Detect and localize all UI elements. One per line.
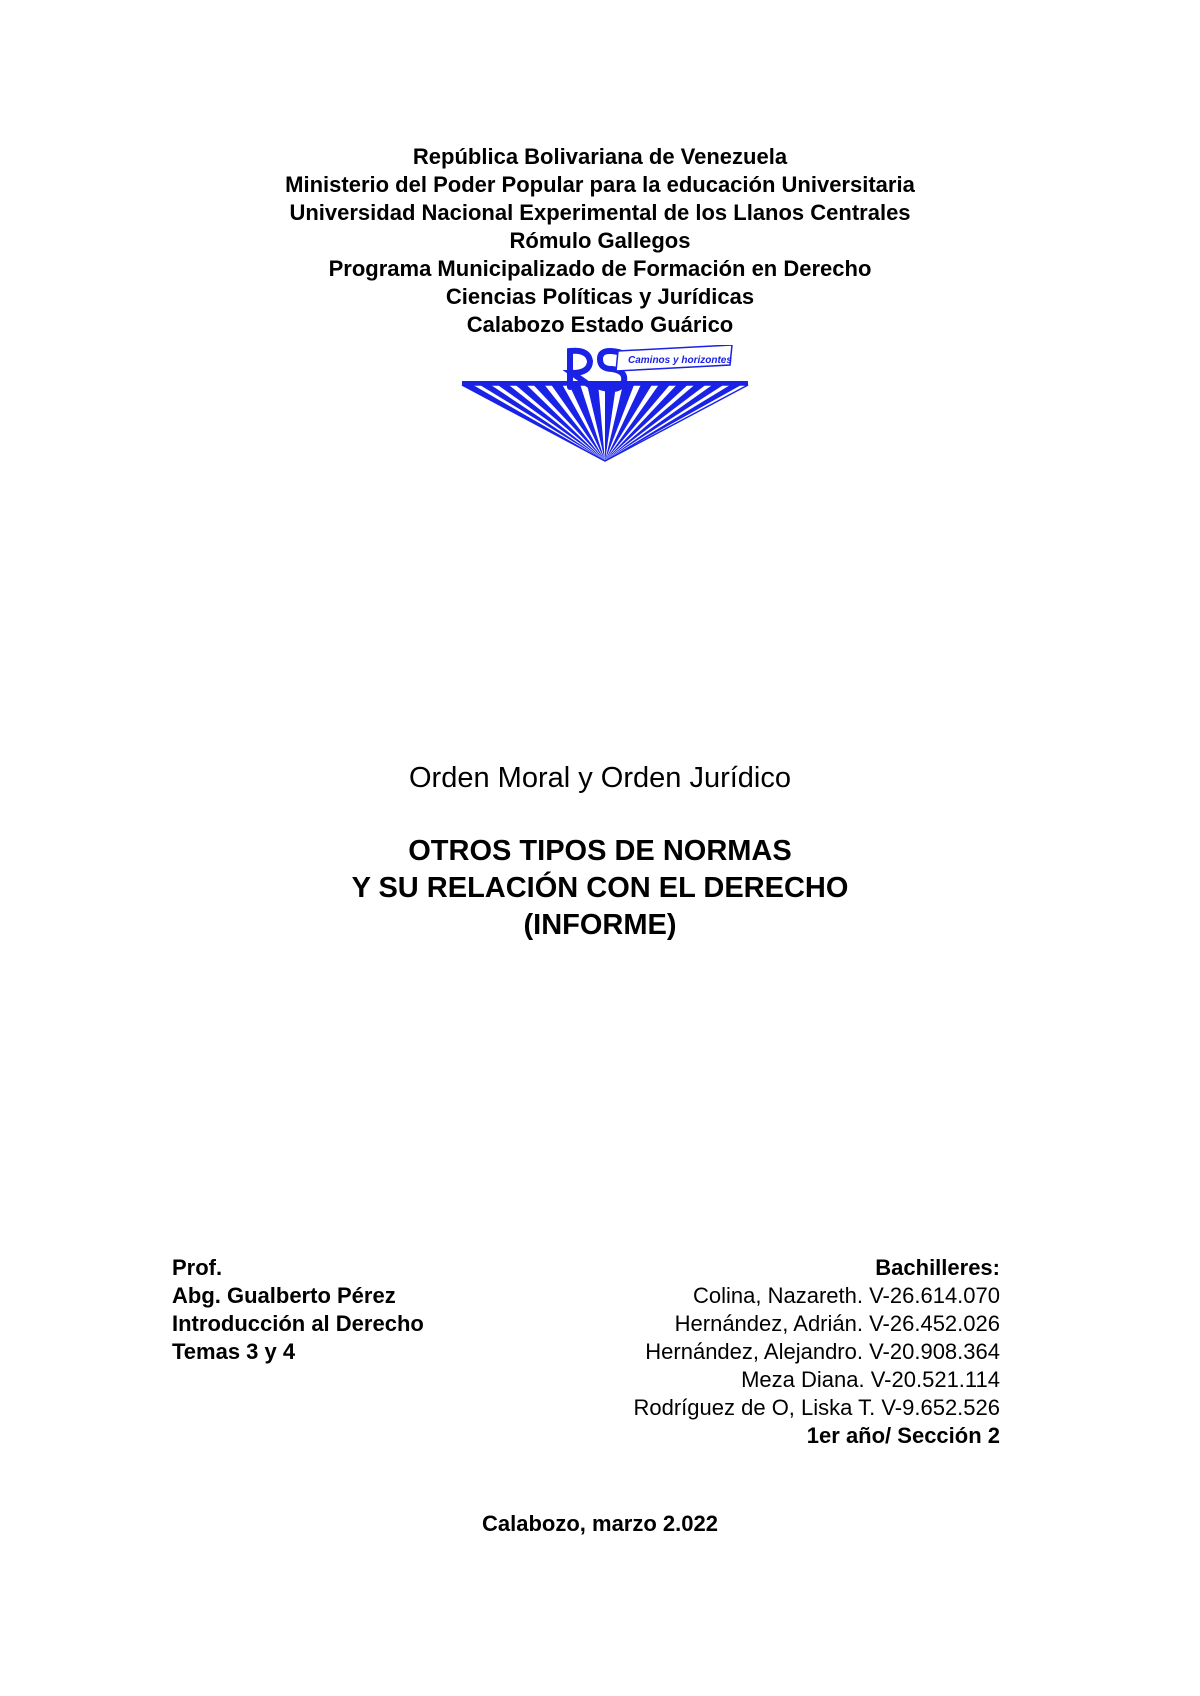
header-line-country: República Bolivariana de Venezuela bbox=[412, 144, 788, 169]
report-title-line-2: Y SU RELACIÓN CON EL DERECHO bbox=[351, 872, 849, 904]
header-line-location: Calabozo Estado Guárico bbox=[466, 312, 734, 337]
logo-motto: Caminos y horizontes bbox=[628, 355, 732, 366]
students-info bbox=[440, 1254, 1000, 1450]
professor-label: Prof. bbox=[172, 1255, 223, 1280]
report-title-line-3: (INFORME) bbox=[523, 909, 677, 941]
subject-title: Orden Moral y Orden Jurídico bbox=[409, 762, 791, 794]
place-date: Calabozo, marzo 2.022 bbox=[482, 1511, 718, 1536]
student-name: Colina, Nazareth. V-26.614.070 bbox=[693, 1283, 1000, 1308]
header-line-ministry: Ministerio del Poder Popular para la educación Universitaria bbox=[285, 172, 915, 197]
header-line-university: Universidad Nacional Experimental de los Llanos Centrales bbox=[289, 200, 911, 225]
student-name: Hernández, Adrián. V-26.452.026 bbox=[674, 1311, 1000, 1336]
header-line-program: Programa Municipalizado de Formación en Derecho bbox=[328, 256, 872, 281]
report-title bbox=[0, 833, 1200, 944]
logo-ray bbox=[480, 385, 605, 461]
student-name: Meza Diana. V-20.521.114 bbox=[741, 1367, 1000, 1392]
header-line-university-name: Rómulo Gallegos bbox=[509, 228, 691, 253]
professor-name: Abg. Gualberto Pérez bbox=[172, 1283, 396, 1308]
header-line-faculty: Ciencias Políticas y Jurídicas bbox=[445, 284, 755, 309]
student-name: Hernández, Alejandro. V-20.908.364 bbox=[645, 1339, 1000, 1364]
student-section: 1er año/ Sección 2 bbox=[806, 1423, 1000, 1448]
logo-top-bar bbox=[462, 381, 748, 385]
course-topics: Temas 3 y 4 bbox=[172, 1339, 296, 1364]
university-logo bbox=[460, 345, 750, 463]
students-heading: Bachilleres: bbox=[875, 1255, 1000, 1280]
report-title-line-1: OTROS TIPOS DE NORMAS bbox=[408, 835, 792, 867]
institution-header bbox=[0, 143, 1200, 339]
student-name: Rodríguez de O, Liska T. V-9.652.526 bbox=[633, 1395, 1000, 1420]
course-name: Introducción al Derecho bbox=[172, 1311, 424, 1336]
